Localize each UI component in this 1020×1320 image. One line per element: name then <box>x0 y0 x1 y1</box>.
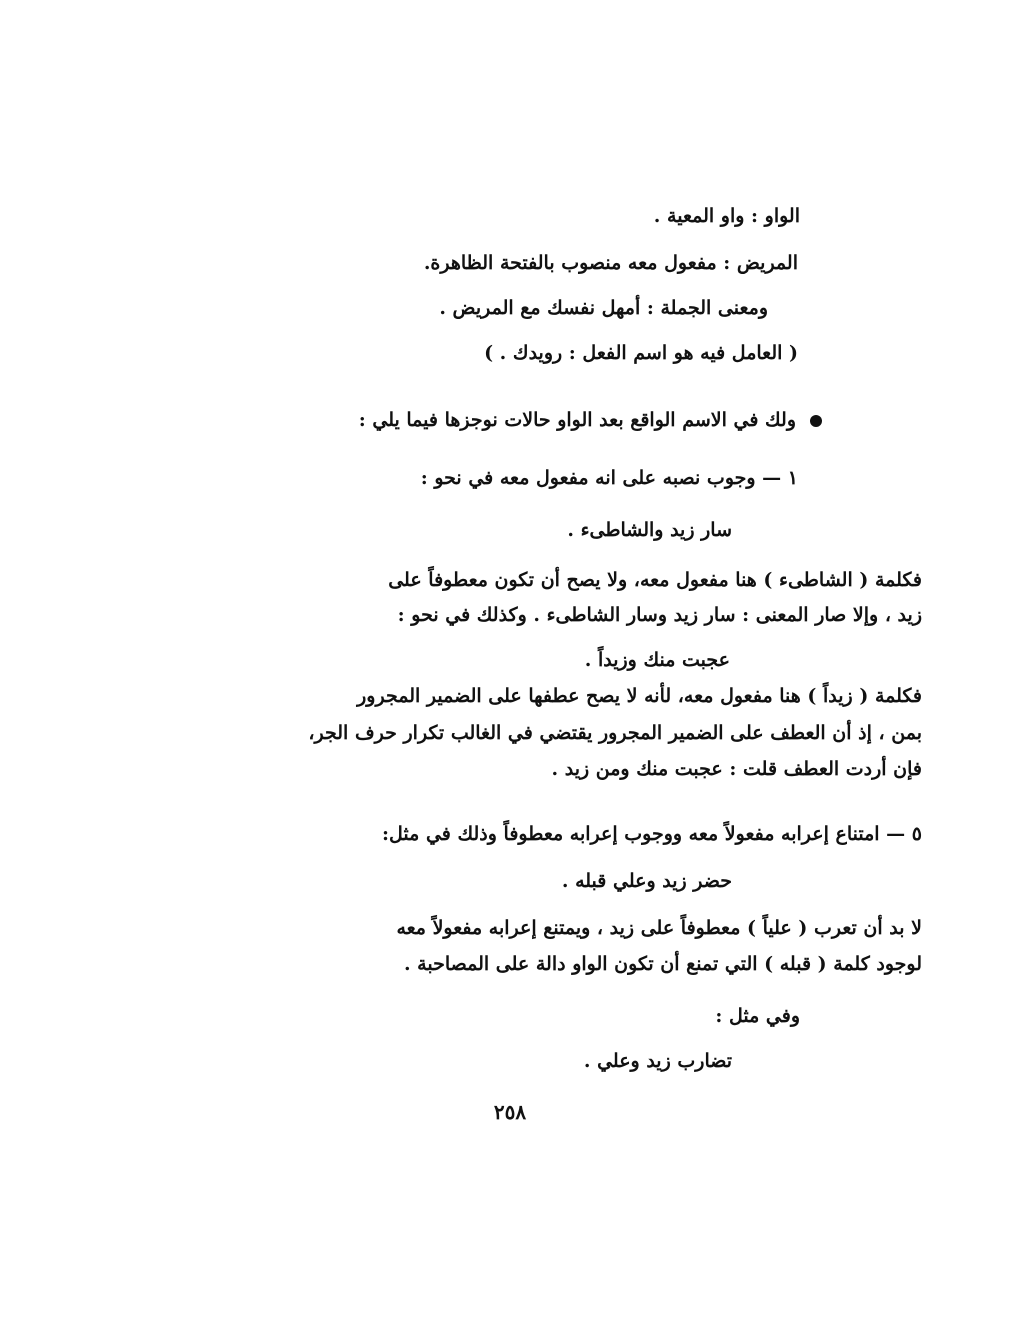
text-line-12: بمن ، إذ أن العطف على الضمير المجرور يقتضي في الغالب تكرار حرف الجر، <box>308 722 922 744</box>
text-line-8: فكلمة ( الشاطىء ) هنا مفعول معه، ولا يصح أن تكون معطوفاً على <box>388 569 922 591</box>
text-line-9: زيد ، وإلا صار المعنى : سار زيد وسار الشاطىء . وكذلك في نحو : <box>397 604 922 626</box>
text-line-2: المريض : مفعول معه منصوب بالفتحة الظاهرة. <box>423 252 798 274</box>
text-line-1: الواو : واو المعية . <box>653 205 800 227</box>
text-line-11: فكلمة ( زيداً ) هنا مفعول معه، لأنه لا يصح عطفها على الضمير المجرور <box>357 685 922 707</box>
page-number: ٢٥٨ <box>493 1100 527 1124</box>
text-line-4: ( العامل فيه هو اسم الفعل : رويدك . ) <box>484 342 798 364</box>
bullet-icon <box>810 415 822 427</box>
text-line-5: ولك في الاسم الواقع بعد الواو حالات نوجزها فيما يلي : <box>358 409 796 431</box>
text-line-18: وفي مثل : <box>715 1005 800 1027</box>
text-line-15: حضر زيد وعلي قبله . <box>561 870 732 892</box>
bullet-line <box>359 408 822 432</box>
text-line-13: فإن أردت العطف قلت : عجبت منك ومن زيد . <box>551 758 922 780</box>
text-line-17: لوجود كلمة ( قبله ) التي تمنع أن تكون الواو دالة على المصاحبة . <box>403 953 922 975</box>
text-line-6: ١ — وجوب نصبه على انه مفعول معه في نحو : <box>420 467 798 489</box>
text-line-19: تضارب زيد وعلي . <box>583 1050 732 1072</box>
text-line-7: سار زيد والشاطىء . <box>567 519 732 541</box>
text-line-3: ومعنى الجملة : أمهل نفسك مع المريض . <box>439 297 768 319</box>
text-line-10: عجبت منك وزيداً . <box>584 649 730 671</box>
text-line-14: ٥ — امتناع إعرابه مفعولاً معه ووجوب إعرابه معطوفاً وذلك في مثل: <box>382 823 922 845</box>
text-line-16: لا بد أن تعرب ( علياً ) معطوفاً على زيد ، ويمتنع إعرابه مفعولاً معه <box>396 917 922 939</box>
